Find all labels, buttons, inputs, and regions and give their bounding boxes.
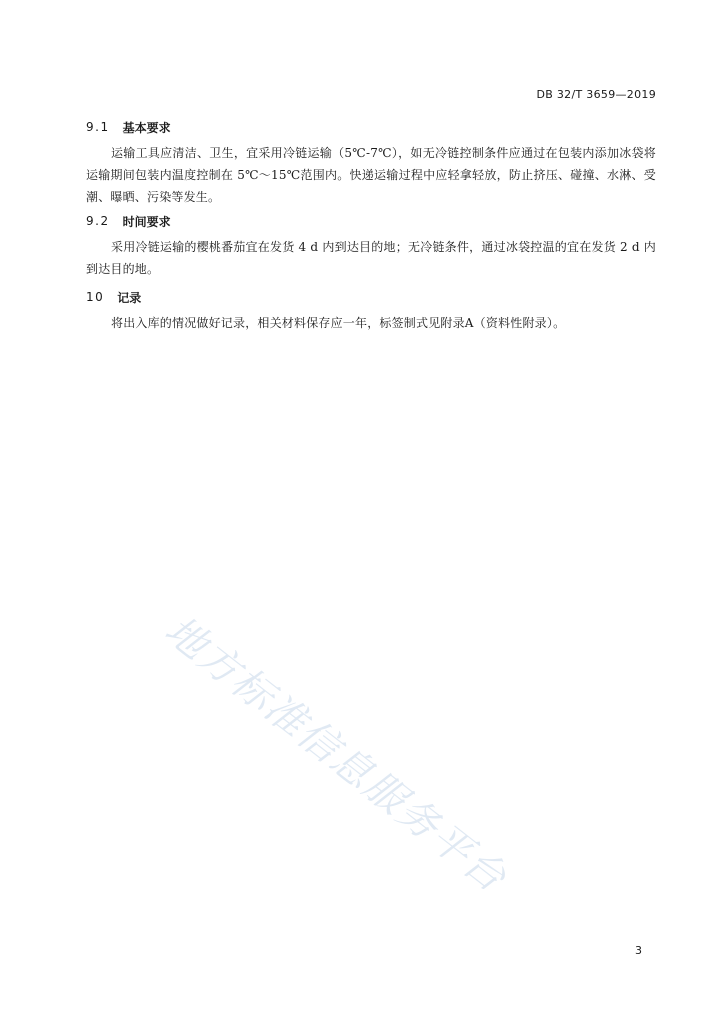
watermark: 地方标准信息服务平台 — [156, 607, 516, 902]
standard-code: DB 32/T 3659—2019 — [536, 88, 656, 101]
section-heading-10 — [86, 288, 656, 306]
document-body — [86, 118, 656, 342]
page-number: 3 — [635, 944, 642, 957]
section-heading-9-1 — [86, 118, 656, 136]
section-paragraph-10: 将出入库的情况做好记录，相关材料保存应一年，标签制式见附录A（资料性附录）。 — [111, 316, 566, 330]
section-heading-9-2 — [86, 212, 656, 230]
section-paragraph-9-1: 运输工具应清洁、卫生，宜采用冷链运输（5℃-7℃），如无冷链控制条件应通过在包装内添加冰袋将运输期间包装内温度控制在 5℃～15℃范围内。快递运输过程中应轻拿轻放，防止挤压、碰撞、水淋、受潮、曝晒、污染等发生。 — [86, 146, 656, 204]
section-number: 9.2 — [86, 214, 110, 228]
section-number: 10 — [86, 290, 105, 304]
section-paragraph-9-2: 采用冷链运输的樱桃番茄宜在发货 4 d 内到达目的地；无冷链条件，通过冰袋控温的宜在发货 2 d 内到达目的地。 — [86, 240, 656, 276]
section-title: 时间要求 — [122, 214, 171, 229]
section-title: 记录 — [117, 290, 142, 305]
section-number: 9.1 — [86, 120, 110, 134]
section-title: 基本要求 — [122, 120, 171, 135]
